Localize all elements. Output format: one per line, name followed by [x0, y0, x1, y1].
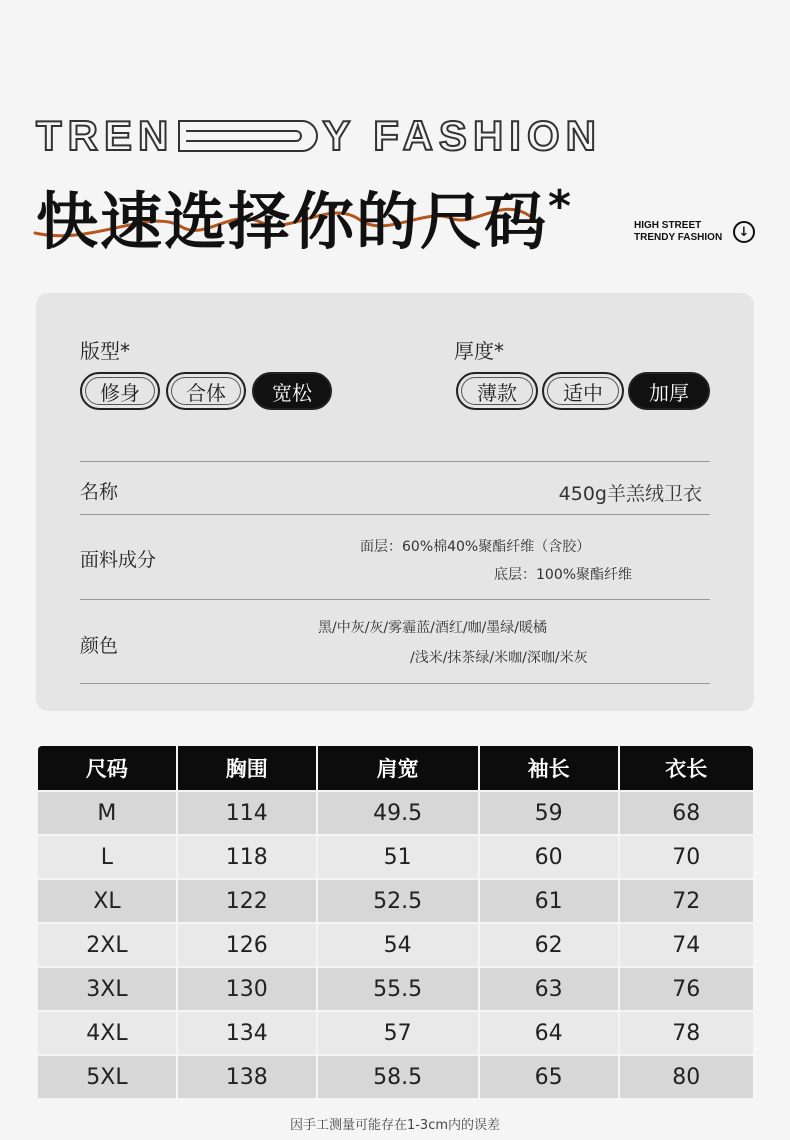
title-text: 快速选择你的尺码: [36, 185, 549, 258]
badge-line-2: TRENDY FASHION: [634, 232, 723, 243]
arrow-down-circle-icon: ↓: [733, 221, 755, 243]
fit-label: 版型*: [80, 339, 130, 363]
table-cell: 134: [178, 1010, 318, 1054]
divider: [80, 514, 710, 515]
table-cell: 72: [620, 878, 754, 922]
table-cell: 54: [318, 922, 480, 966]
trendy-left-text: TREN: [36, 112, 175, 159]
thickness-label: 厚度*: [454, 339, 504, 363]
fit-option-regular[interactable]: 合体: [166, 372, 246, 410]
table-cell: 3XL: [38, 966, 178, 1010]
table-cell: 122: [178, 878, 318, 922]
table-cell: M: [38, 790, 178, 834]
table-row: [38, 790, 753, 834]
table-cell: 64: [480, 1010, 620, 1054]
table-cell: 80: [620, 1054, 754, 1098]
table-cell: 74: [620, 922, 754, 966]
color-line-1: 黑/中灰/灰/雾霾蓝/酒红/咖/墨绿/暖橘: [318, 620, 548, 636]
fabric-label: 面料成分: [80, 549, 157, 571]
table-row: [38, 1010, 753, 1054]
divider: [80, 461, 710, 462]
table-cell: 5XL: [38, 1054, 178, 1098]
size-table-header: [38, 746, 753, 790]
fabric-line-2: 底层：100%聚酯纤维: [494, 567, 633, 583]
table-cell: 61: [480, 878, 620, 922]
fit-option-slim[interactable]: 修身: [80, 372, 160, 410]
name-value: 450g羊羔绒卫衣: [558, 483, 702, 505]
pill-shape-decoration: [178, 120, 318, 152]
thickness-option-medium[interactable]: 适中: [542, 372, 624, 410]
high-street-badge: [634, 220, 722, 244]
trendy-right-text: Y FASHION: [322, 112, 602, 159]
table-cell: 62: [480, 922, 620, 966]
table-cell: 78: [620, 1010, 754, 1054]
divider: [80, 683, 710, 684]
table-cell: 52.5: [318, 878, 480, 922]
table-cell: 2XL: [38, 922, 178, 966]
table-cell: 4XL: [38, 1010, 178, 1054]
title-asterisk: *: [548, 181, 574, 232]
table-cell: 68: [620, 790, 754, 834]
table-cell: 130: [178, 966, 318, 1010]
table-cell: 63: [480, 966, 620, 1010]
table-cell: 138: [178, 1054, 318, 1098]
table-row: [38, 1054, 753, 1098]
table-row: [38, 878, 753, 922]
thickness-option-thick[interactable]: 加厚: [628, 372, 710, 410]
table-row: [38, 834, 753, 878]
product-spec-card: [36, 293, 754, 711]
measurement-footnote: 因手工测量可能存在1-3cm内的误差: [289, 1118, 501, 1133]
table-cell: 65: [480, 1054, 620, 1098]
color-label: 颜色: [80, 635, 119, 657]
table-cell: 51: [318, 834, 480, 878]
table-cell: 58.5: [318, 1054, 480, 1098]
table-cell: 76: [620, 966, 754, 1010]
header-size: 尺码: [38, 746, 178, 790]
table-cell: 126: [178, 922, 318, 966]
table-cell: 55.5: [318, 966, 480, 1010]
header-length: 衣长: [620, 746, 754, 790]
table-cell: XL: [38, 878, 178, 922]
table-cell: 59: [480, 790, 620, 834]
header-chest: 胸围: [178, 746, 318, 790]
table-cell: L: [38, 834, 178, 878]
page-title: [36, 172, 573, 261]
header-shoulder: 肩宽: [318, 746, 480, 790]
divider: [80, 599, 710, 600]
trendy-fashion-banner: [36, 112, 602, 160]
thickness-option-thin[interactable]: 薄款: [456, 372, 538, 410]
header-sleeve: 袖长: [480, 746, 620, 790]
table-cell: 118: [178, 834, 318, 878]
table-row: [38, 966, 753, 1010]
table-cell: 57: [318, 1010, 480, 1054]
table-cell: 114: [178, 790, 318, 834]
fit-option-loose[interactable]: 宽松: [252, 372, 332, 410]
color-line-2: /浅米/抹茶绿/米咖/深咖/米灰: [410, 650, 588, 666]
badge-line-1: HIGH STREET: [634, 220, 702, 231]
table-cell: 60: [480, 834, 620, 878]
fabric-line-1: 面层：60%棉40%聚酯纤维（含胶）: [360, 539, 591, 555]
table-cell: 49.5: [318, 790, 480, 834]
table-cell: 70: [620, 834, 754, 878]
size-table: [38, 746, 753, 1098]
name-label: 名称: [80, 481, 119, 503]
table-row: [38, 922, 753, 966]
